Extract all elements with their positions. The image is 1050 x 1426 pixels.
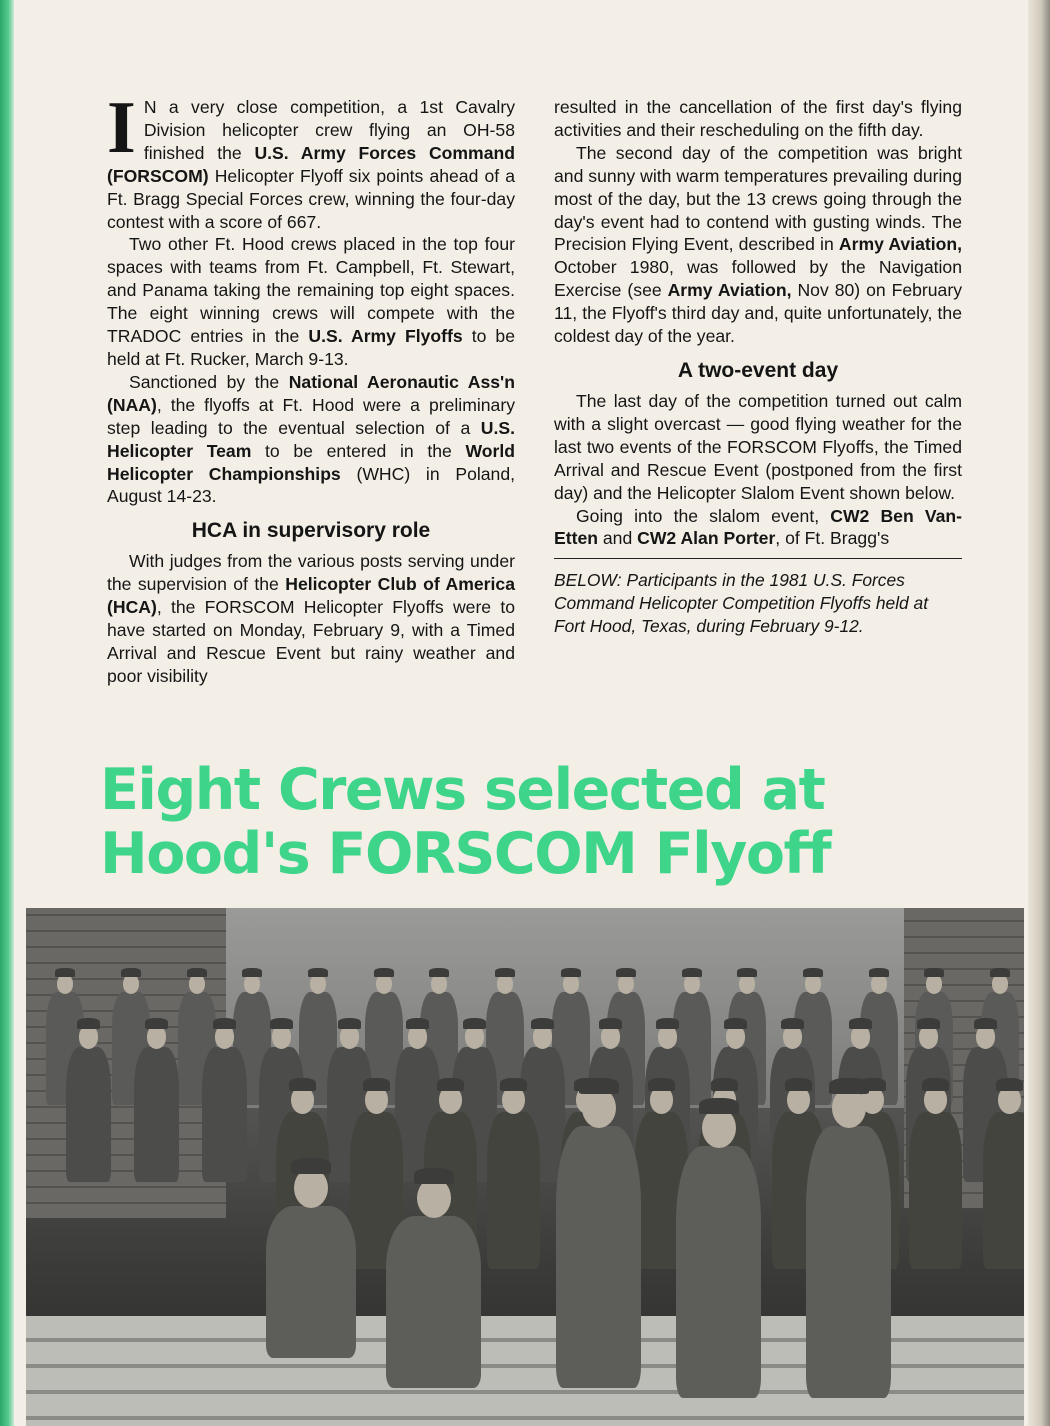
- paragraph-5: resulted in the cancellation of the first day's flying activities and their rescheduling on the fifth day.: [554, 97, 962, 140]
- paragraph-1: [107, 87, 515, 233]
- paragraph-3-d: (WHC) in Poland, August 14-23.: [107, 463, 516, 507]
- photo-person-cap: [406, 1018, 429, 1029]
- photo-person-body: [266, 1206, 356, 1358]
- photo-person-head: [582, 1088, 616, 1128]
- photo-person-body: [202, 1047, 247, 1182]
- photo-person-body: [66, 1047, 111, 1182]
- photo-person-body: [909, 1112, 962, 1270]
- photo-person-cap: [289, 1078, 316, 1091]
- photo-person-cap: [699, 1098, 739, 1114]
- army-aviation-bold-2: Army Aviation,: [667, 280, 792, 301]
- photo-person-cap: [924, 968, 944, 977]
- photo-person-cap: [682, 968, 702, 977]
- paragraph-3-c: to be entered in the: [251, 440, 466, 461]
- photo-person-cap: [849, 1018, 872, 1029]
- photo-person-cap: [724, 1018, 747, 1029]
- photo-person-cap: [561, 968, 581, 977]
- hca-bold: Helicopter Club of America (HCA): [107, 574, 515, 618]
- paragraph-6-a: The second day of the competition was bright and sunny with warm temperatures prevailing during most of the day, but the 13 crews going through the day's event had to contend with gusting winds. The Precision Flying Event, described in: [554, 142, 962, 255]
- photo-person-cap: [917, 1018, 940, 1029]
- caption-divider: [554, 558, 962, 559]
- page-gutter-edge: [1028, 0, 1050, 1426]
- porter-bold: CW2 Alan Porter: [637, 528, 776, 549]
- photo-person-cap: [531, 1018, 554, 1029]
- headline-line-1: Eight Crews selected at: [100, 757, 825, 823]
- photo-person-cap: [270, 1018, 293, 1029]
- paragraph-6-b: October 1980, was followed by the Navigation Exercise (see: [554, 257, 962, 301]
- photo-person-cap: [616, 968, 636, 977]
- photo-person-cap: [781, 1018, 804, 1029]
- photo-person-body: [676, 1146, 761, 1398]
- paragraph-3-a: Sanctioned by the: [129, 371, 289, 392]
- photo-person-body: [487, 1112, 540, 1270]
- photo-person-cap: [414, 1168, 454, 1184]
- photo-person-body: [983, 1112, 1024, 1270]
- photo-person-cap: [145, 1018, 168, 1029]
- photo-person-head: [294, 1168, 328, 1208]
- photo-person-cap: [374, 968, 394, 977]
- photo-person-cap: [500, 1078, 527, 1091]
- photo-person-cap: [437, 1078, 464, 1091]
- army-aviation-bold-1: Army Aviation,: [838, 234, 963, 255]
- photo-person-cap: [990, 968, 1010, 977]
- photo-person-head: [832, 1088, 866, 1128]
- photo-person-cap: [974, 1018, 997, 1029]
- paragraph-2-b: to be held at Ft. Rucker, March 9-13.: [107, 326, 515, 369]
- paragraph-8-c: , of Ft. Bragg's: [775, 528, 890, 549]
- paragraph-8: [554, 505, 962, 551]
- photo-person-cap: [648, 1078, 675, 1091]
- photo-person-cap: [495, 968, 515, 977]
- photo-person-cap: [996, 1078, 1023, 1091]
- photo-person-cap: [429, 968, 449, 977]
- paragraph-2: [107, 233, 515, 370]
- photo-person-body: [386, 1216, 481, 1388]
- photo-person-cap: [187, 968, 207, 977]
- subheading-hca: HCA in supervisory role: [191, 519, 431, 543]
- paragraph-8-b: and: [597, 528, 638, 549]
- photo-person-cap: [291, 1158, 331, 1174]
- photo-person-body: [556, 1126, 641, 1388]
- paragraph-4-a: With judges from the various posts serving under the supervision of the: [107, 551, 515, 595]
- naa-bold: National Aeronautic Ass'n (NAA): [107, 371, 515, 415]
- drop-cap: I: [107, 87, 136, 169]
- photo-caption: BELOW: Participants in the 1981 U.S. Forces Command Helicopter Competition Flyoffs held at Fort Hood, Texas, during February 9-12.: [554, 570, 929, 637]
- photo-person-cap: [242, 968, 262, 977]
- photo-person-cap: [463, 1018, 486, 1029]
- left-column: [107, 87, 516, 688]
- photo-person-cap: [869, 968, 889, 977]
- photo-person-head: [417, 1178, 451, 1218]
- photo-person-cap: [579, 1078, 619, 1094]
- photo-person-body: [134, 1047, 179, 1182]
- photo-crowd: [26, 908, 1024, 1426]
- paragraph-3-b: , the flyoffs at Ft. Hood were a preliminary step leading to the eventual selection of a: [107, 394, 515, 438]
- paragraph-6: [554, 142, 962, 348]
- photo-person-cap: [308, 968, 328, 977]
- paragraph-3: [107, 371, 515, 508]
- photo-person-head: [702, 1108, 736, 1148]
- photo-person-cap: [363, 1078, 390, 1091]
- photo-person-cap: [213, 1018, 236, 1029]
- paragraph-1-lead: N a very close competition, a 1st Cavalry Division helicopter crew flying an OH-58 finished the: [143, 97, 515, 163]
- whc-bold: World Helicopter Championships: [107, 440, 516, 484]
- photo-person-cap: [829, 1078, 869, 1094]
- photo-person-cap: [77, 1018, 100, 1029]
- photo-person-cap: [737, 968, 757, 977]
- photo-person-cap: [656, 1018, 679, 1029]
- paragraph-6-c: Nov 80) on February 11, the Flyoff's third day and, quite unfortunately, the coldest day of the year.: [554, 280, 962, 347]
- group-photo: [26, 908, 1024, 1426]
- paragraph-2-a: Two other Ft. Hood crews placed in the top four spaces with teams from Ft. Campbell, Ft. Stewart, and Panama taking the remaining top eight spaces. The eight winning crews will compete with the TRADOC entries in the: [107, 234, 515, 347]
- army-flyoffs-bold: U.S. Army Flyoffs: [308, 326, 463, 347]
- photo-person-body: [806, 1126, 891, 1398]
- photo-person-cap: [338, 1018, 361, 1029]
- helicopter-team-bold: U.S. Helicopter Team: [107, 417, 515, 461]
- vanetten-bold: CW2 Ben Van-Etten: [554, 505, 962, 549]
- photo-person-cap: [922, 1078, 949, 1091]
- headline-line-2: Hood's FORSCOM Flyoff: [100, 821, 831, 887]
- photo-person-cap: [785, 1078, 812, 1091]
- forscom-bold: U.S. Army Forces Command (FORSCOM): [107, 142, 515, 186]
- photo-person-cap: [803, 968, 823, 977]
- paragraph-4-b: , the FORSCOM Helicopter Flyoffs were to have started on Monday, February 9, with a Timed Arrival and Rescue Event but rainy weather and poor visibility: [107, 597, 515, 686]
- photo-person-cap: [599, 1018, 622, 1029]
- page-binding-edge: [0, 0, 14, 1426]
- right-column: [554, 96, 962, 638]
- photo-person-cap: [121, 968, 141, 977]
- paragraph-1-rest: Helicopter Flyoff six points ahead of a Ft. Bragg Special Forces crew, winning the four-day contest with a score of 667.: [107, 165, 515, 232]
- photo-person-cap: [711, 1078, 738, 1091]
- photo-person-cap: [55, 968, 75, 977]
- paragraph-4: [107, 550, 515, 687]
- paragraph-7: The last day of the competition turned out calm with a slight overcast — good flying weather for the last two events of the FORSCOM Flyoffs, the Timed Arrival and Rescue Event (postponed from the first day) and the Helicopter Slalom Event shown below.: [554, 390, 962, 503]
- headline: [100, 758, 980, 886]
- paragraph-8-a: Going into the slalom event,: [576, 505, 831, 526]
- subheading-two-event: A two-event day: [677, 358, 839, 382]
